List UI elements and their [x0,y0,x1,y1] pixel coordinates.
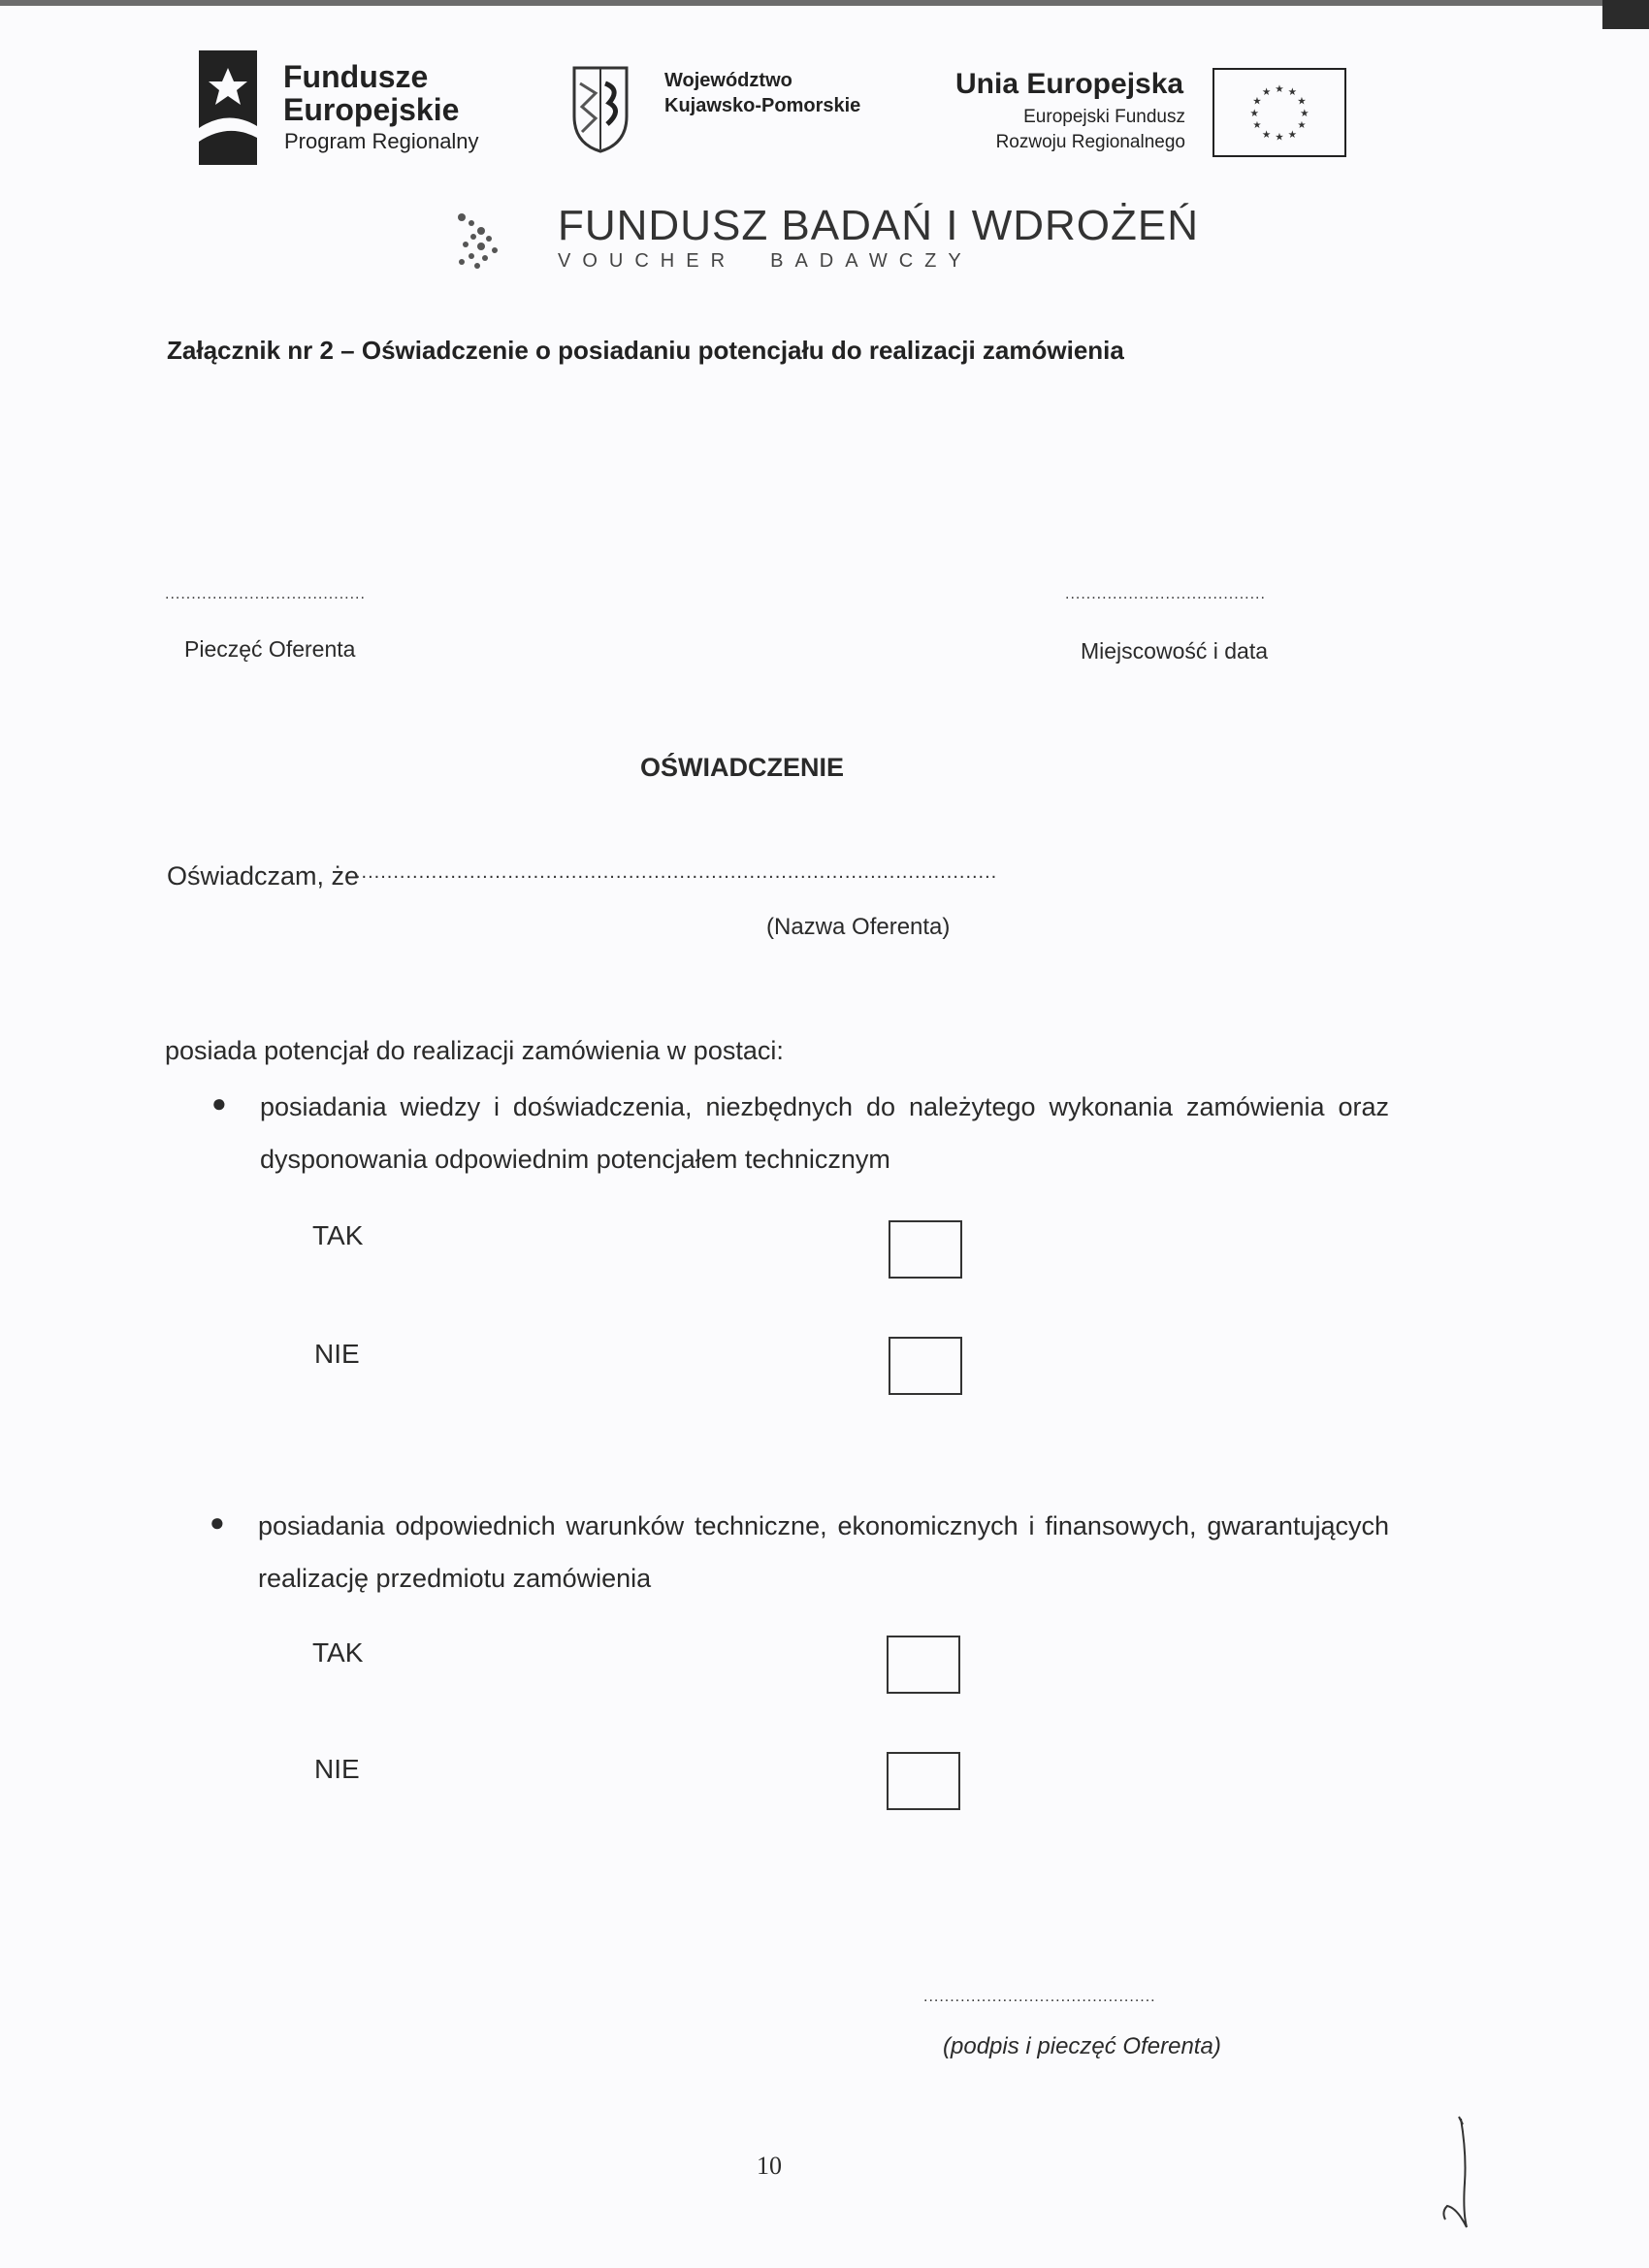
place-date-label: Miejscowość i data [1081,638,1269,664]
page-number: 10 [757,2152,782,2180]
declaration-heading: OŚWIADCZENIE [640,753,845,782]
voivodeship-line1: Województwo [664,70,792,91]
eu-fund-line1: Europejski Fundusz [1023,107,1185,127]
stamp-label: Pieczęć Oferenta [184,636,356,662]
declaration-intro: posiada potencjał do realizacji zamówienia w postaci: [165,1036,784,1065]
declaration-prefix: Oświadczam, że [167,861,360,891]
bullet-icon: ● [211,1088,227,1118]
scan-edge-top [0,0,1649,6]
item-1-no-label: NIE [314,1339,360,1369]
funds-logo-title [283,60,459,126]
eu-fund-line2: Rozwoju Regionalnego [995,132,1185,152]
funds-logo-line2: Europejskie [283,92,460,127]
svg-text:★: ★ [1261,85,1272,98]
bidder-name-field-line[interactable]: ..................................................................................................... [355,861,998,883]
research-fund-icon [456,211,504,270]
funds-logo-line1: Fundusze [283,59,429,94]
bidder-name-label: (Nazwa Oferenta) [766,914,951,940]
program-title: FUNDUSZ BADAŃ I WDROŻEŃ [558,202,1199,249]
svg-text:★: ★ [1249,107,1259,119]
attachment-title: Załącznik nr 2 – Oświadczenie o posiadaniu potencjału do realizacji zamówienia [167,336,1124,365]
stamp-field-line[interactable]: ...................................... [165,586,366,602]
eu-fund-name [955,105,1185,155]
funds-logo-subtitle: Program Regionalny [284,129,479,153]
scan-edge-corner [1602,0,1649,29]
item-2-yes-checkbox[interactable] [887,1636,960,1694]
place-date-field-line[interactable]: ...................................... [1065,586,1266,602]
voivodeship-line2: Kujawsko-Pomorskie [664,95,861,116]
item-1-no-checkbox[interactable] [889,1337,962,1395]
svg-text:★: ★ [1275,82,1284,95]
item-1-yes-label: TAK [312,1220,364,1250]
svg-text:★: ★ [1275,131,1284,144]
signature-field-line[interactable]: ............................................ [923,1989,1156,2005]
voivodeship-name [664,68,860,118]
handwritten-initial-mark [1438,2115,1476,2231]
signature-label: (podpis i pieczęć Oferenta) [943,2033,1221,2059]
eu-flag-icon [1212,68,1346,157]
item-1-text: posiadania wiedzy i doświadczenia, niezbędnych do należytego wykonania zamówienia oraz dysponowania odpowiednim potencjałem technicznym [260,1092,1389,1174]
eu-title: Unia Europejska [955,68,1184,100]
svg-text:★: ★ [1297,95,1307,108]
bullet-icon: ● [210,1507,225,1537]
svg-text:★: ★ [1287,128,1298,141]
svg-text:★: ★ [1287,85,1298,98]
svg-text:★: ★ [1297,119,1307,132]
program-subtitle: VOUCHER BADAWCZY [558,250,973,272]
funds-logo-icon [199,50,257,165]
item-2-no-checkbox[interactable] [887,1752,960,1810]
svg-text:★: ★ [1252,119,1262,132]
item-2-text: posiadania odpowiednich warunków techniczne, ekonomicznych i finansowych, gwarantujących realizację przedmiotu zamówienia [258,1511,1389,1593]
svg-text:★: ★ [1252,95,1262,108]
svg-text:★: ★ [1300,107,1310,119]
voivodeship-crest-icon [570,64,630,153]
item-2-yes-label: TAK [312,1637,364,1668]
svg-text:★: ★ [1261,128,1272,141]
item-1-yes-checkbox[interactable] [889,1220,962,1279]
item-2-no-label: NIE [314,1754,360,1784]
